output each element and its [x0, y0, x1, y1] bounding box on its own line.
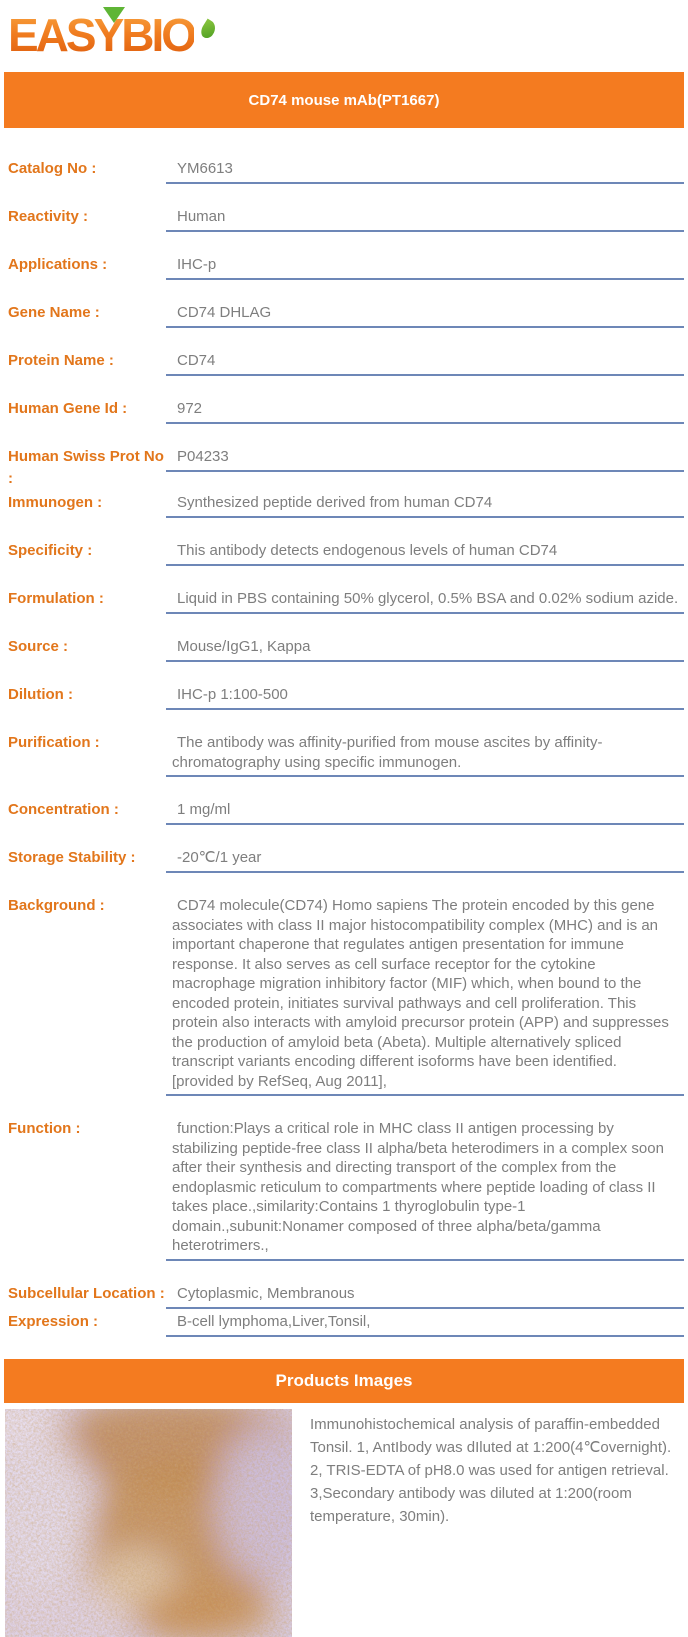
field-label: Storage Stability :	[8, 849, 136, 866]
field-label: Background :	[8, 897, 105, 914]
field-label: Formulation :	[8, 590, 104, 607]
field-value: Synthesized peptide derived from human CD74	[166, 492, 684, 518]
product-title-bar	[4, 72, 684, 128]
field-row	[8, 1283, 684, 1309]
field-row	[8, 158, 684, 184]
field-row	[8, 847, 684, 873]
field-value: Liquid in PBS containing 50% glycerol, 0.5% BSA and 0.02% sodium azide.	[166, 588, 684, 614]
logo-leaf-icon	[196, 17, 218, 40]
field-value: 1 mg/ml	[166, 799, 684, 825]
field-row	[8, 732, 684, 777]
products-images-title: Products Images	[275, 1370, 413, 1390]
field-row	[8, 350, 684, 376]
field-value: CD74 molecule(CD74) Homo sapiens The protein encoded by this gene associates with class II major histocompatibility complex (MHC) and is an important chaperone that regulates antigen presentation for immune response. It also serves as cell surface receptor for the cytokine macrophage migration inhibitory factor (MIF) which, when bound to the encoded protein, initiates survival pathways and cell proliferation. This protein also interacts with amyloid precursor protein (APP) and suppresses the production of amyloid beta (Abeta). Multiple alternatively spliced transcript variants encoding different isoforms have been identified. [provided by RefSeq, Aug 2011],	[166, 895, 684, 1096]
field-label: Dilution :	[8, 686, 73, 703]
field-row	[8, 1311, 684, 1337]
field-label: Source :	[8, 638, 69, 655]
fields-list	[0, 128, 688, 1337]
field-value: function:Plays a critical role in MHC class II antigen processing by stabilizing peptide-free class II alpha/beta heterodimers in a complex soon after their synthesis and directing transport of the complex from the endoplasmic reticulum to compartments where peptide loading of class II takes place.,similarity:Contains 1 thyroglobulin type-1 domain.,subunit:Nonamer composed of three alpha/beta/gamma heterotrimers.,	[166, 1118, 684, 1261]
field-value: The antibody was affinity-purified from mouse ascites by affinity-chromatography using specific immunogen.	[166, 732, 684, 777]
field-label: Protein Name :	[8, 352, 114, 369]
field-value: -20℃/1 year	[166, 847, 684, 873]
field-label: Applications :	[8, 256, 108, 273]
field-value: Human	[166, 206, 684, 232]
field-value: YM6613	[166, 158, 684, 184]
field-value: 972	[166, 398, 684, 424]
field-value: IHC-p 1:100-500	[166, 684, 684, 710]
logo-green-triangle-icon	[103, 7, 125, 23]
field-label: Gene Name :	[8, 304, 100, 321]
field-value: B-cell lymphoma,Liver,Tonsil,	[166, 1311, 684, 1337]
field-label: Human Gene Id :	[8, 400, 128, 417]
field-label: Specificity :	[8, 542, 93, 559]
field-label: Subcellular Location :	[8, 1284, 165, 1302]
logo-text: EASYBIO	[8, 9, 195, 61]
field-row	[8, 1118, 684, 1261]
field-value: IHC-p	[166, 254, 684, 280]
field-row	[8, 540, 684, 566]
field-row	[8, 799, 684, 825]
field-value: CD74	[166, 350, 684, 376]
field-row	[8, 206, 684, 232]
field-row	[8, 684, 684, 710]
field-row	[8, 588, 684, 614]
field-label: Catalog No :	[8, 160, 97, 177]
field-value: P04233	[166, 446, 684, 472]
field-value: Mouse/IgG1, Kappa	[166, 636, 684, 662]
products-images-bar	[4, 1359, 684, 1403]
product-title: CD74 mouse mAb(PT1667)	[248, 91, 440, 109]
field-label: Immunogen :	[8, 494, 103, 511]
easybio-logo	[0, 0, 688, 72]
field-row	[8, 302, 684, 328]
ihc-tonsil-micrograph-image	[5, 1409, 292, 1637]
ihc-image-caption: Immunohistochemical analysis of paraffin-embedded Tonsil. 1, AntIbody was dIluted at 1:200(4℃overnight). 2, TRIS-EDTA of pH8.0 was used for antigen retrieval. 3,Secondary antibody was diluted at 1:200(room temperature, 30min).	[310, 1415, 672, 1525]
field-row	[8, 398, 684, 424]
field-label: Human Swiss Prot No :	[8, 448, 164, 487]
field-value: This antibody detects endogenous levels of human CD74	[166, 540, 684, 566]
products-images-content	[0, 1403, 688, 1637]
field-label: Concentration :	[8, 801, 119, 818]
field-row	[8, 636, 684, 662]
field-label: Purification :	[8, 734, 100, 751]
field-value: CD74 DHLAG	[166, 302, 684, 328]
field-label: Reactivity :	[8, 208, 89, 225]
field-row	[8, 446, 684, 490]
field-row	[8, 254, 684, 280]
field-row	[8, 895, 684, 1096]
field-row	[8, 492, 684, 518]
field-label: Expression :	[8, 1312, 99, 1330]
field-label: Function :	[8, 1120, 81, 1137]
field-value: Cytoplasmic, Membranous	[166, 1283, 684, 1309]
